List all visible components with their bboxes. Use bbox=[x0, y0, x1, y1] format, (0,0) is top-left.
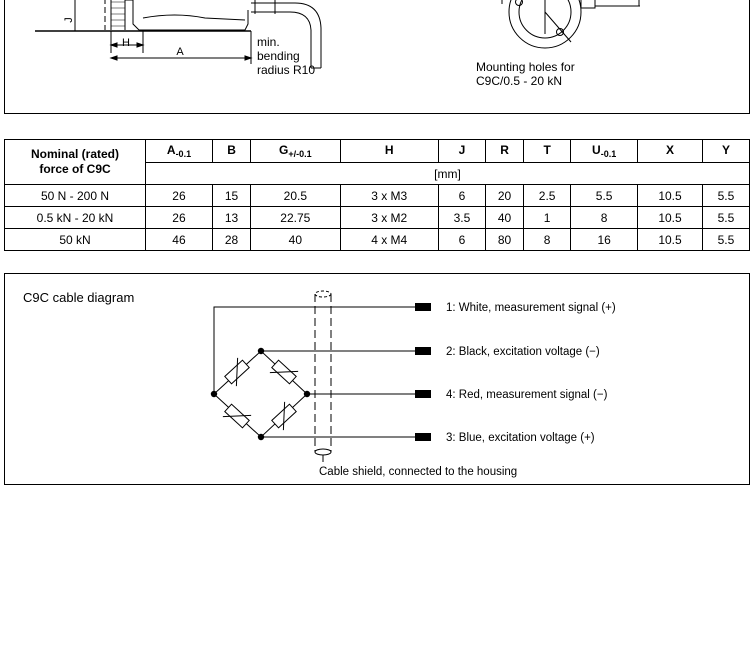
force-cell: 50 N - 200 N bbox=[5, 185, 146, 207]
column-header: R bbox=[485, 140, 523, 163]
column-header: B bbox=[212, 140, 250, 163]
value-cell: 40 bbox=[485, 207, 523, 229]
wire-4-label: 4: Red, measurement signal (−) bbox=[446, 389, 608, 401]
dimension-drawing-panel bbox=[4, 0, 750, 114]
mount-note-line2: C9C/0.5 - 20 kN bbox=[476, 74, 563, 88]
wire-4-terminal bbox=[415, 390, 431, 398]
bend-note-line1: min. bbox=[257, 35, 280, 49]
value-cell: 28 bbox=[212, 229, 250, 251]
value-cell: 20 bbox=[485, 185, 523, 207]
value-cell: 80 bbox=[485, 229, 523, 251]
value-cell: 6 bbox=[438, 185, 485, 207]
value-cell: 5.5 bbox=[571, 185, 638, 207]
column-header: H bbox=[340, 140, 438, 163]
table-row bbox=[5, 229, 750, 251]
column-header: Y bbox=[702, 140, 749, 163]
bridge-node-top bbox=[258, 348, 264, 354]
wire-1-terminal bbox=[415, 303, 431, 311]
force-cell: 50 kN bbox=[5, 229, 146, 251]
shield-label: Cable shield, connected to the housing bbox=[319, 466, 518, 478]
wire-3-label: 3: Blue, excitation voltage (+) bbox=[446, 432, 595, 444]
column-header: $A_{-0.1}$ bbox=[146, 140, 213, 163]
value-cell: 10.5 bbox=[638, 207, 703, 229]
wheatstone-bridge bbox=[214, 351, 307, 437]
table-header-row bbox=[5, 140, 750, 163]
column-header: X bbox=[638, 140, 703, 163]
value-cell: 46 bbox=[146, 229, 213, 251]
dim-a-label: A bbox=[176, 46, 184, 58]
table-row bbox=[5, 185, 750, 207]
value-cell: 20.5 bbox=[251, 185, 340, 207]
table-row bbox=[5, 207, 750, 229]
value-cell: 2.5 bbox=[524, 185, 571, 207]
force-cell: 0.5 kN - 20 kN bbox=[5, 207, 146, 229]
wire-2-label: 2: Black, excitation voltage (−) bbox=[446, 346, 600, 358]
value-cell: 26 bbox=[146, 185, 213, 207]
value-cell: 5.5 bbox=[702, 229, 749, 251]
value-cell: 3.5 bbox=[438, 207, 485, 229]
value-cell: 22.75 bbox=[251, 207, 340, 229]
value-cell: 40 bbox=[251, 229, 340, 251]
mount-note-line1: Mounting holes for bbox=[476, 60, 575, 74]
column-header: J bbox=[438, 140, 485, 163]
value-cell: 6 bbox=[438, 229, 485, 251]
column-header: $G_{+/-0.1}$ bbox=[251, 140, 340, 163]
nominal-force-header: Nominal (rated) force of C9C bbox=[5, 140, 146, 185]
bridge-node-left bbox=[211, 391, 217, 397]
cable-diagram bbox=[5, 274, 749, 484]
value-cell: 16 bbox=[571, 229, 638, 251]
value-cell: 3 x M3 bbox=[340, 185, 438, 207]
value-cell: 15 bbox=[212, 185, 250, 207]
value-cell: 26 bbox=[146, 207, 213, 229]
value-cell: 1 bbox=[524, 207, 571, 229]
dimensions-table bbox=[4, 139, 750, 251]
value-cell: 5.5 bbox=[702, 207, 749, 229]
value-cell: 8 bbox=[571, 207, 638, 229]
wire-3-terminal bbox=[415, 433, 431, 441]
wire-2-terminal bbox=[415, 347, 431, 355]
bridge-node-right bbox=[304, 391, 310, 397]
value-cell: 10.5 bbox=[638, 185, 703, 207]
column-header: T bbox=[524, 140, 571, 163]
value-cell: 4 x M4 bbox=[340, 229, 438, 251]
bend-note-line2: bending bbox=[257, 49, 300, 63]
cable-diagram-panel bbox=[4, 273, 750, 485]
bridge-node-bottom bbox=[258, 434, 264, 440]
cable-diagram-title: C9C cable diagram bbox=[23, 290, 135, 305]
value-cell: 3 x M2 bbox=[340, 207, 438, 229]
dim-h-label: H bbox=[122, 37, 130, 49]
dimension-drawing bbox=[5, 0, 749, 113]
value-cell: 10.5 bbox=[638, 229, 703, 251]
unit-label: [mm] bbox=[146, 163, 750, 185]
column-header: $U_{-0.1}$ bbox=[571, 140, 638, 163]
dim-j-label: J bbox=[63, 17, 75, 23]
value-cell: 8 bbox=[524, 229, 571, 251]
wire-1-label: 1: White, measurement signal (+) bbox=[446, 302, 616, 314]
value-cell: 13 bbox=[212, 207, 250, 229]
value-cell: 5.5 bbox=[702, 185, 749, 207]
bend-note-line3: radius R10 bbox=[257, 63, 316, 77]
